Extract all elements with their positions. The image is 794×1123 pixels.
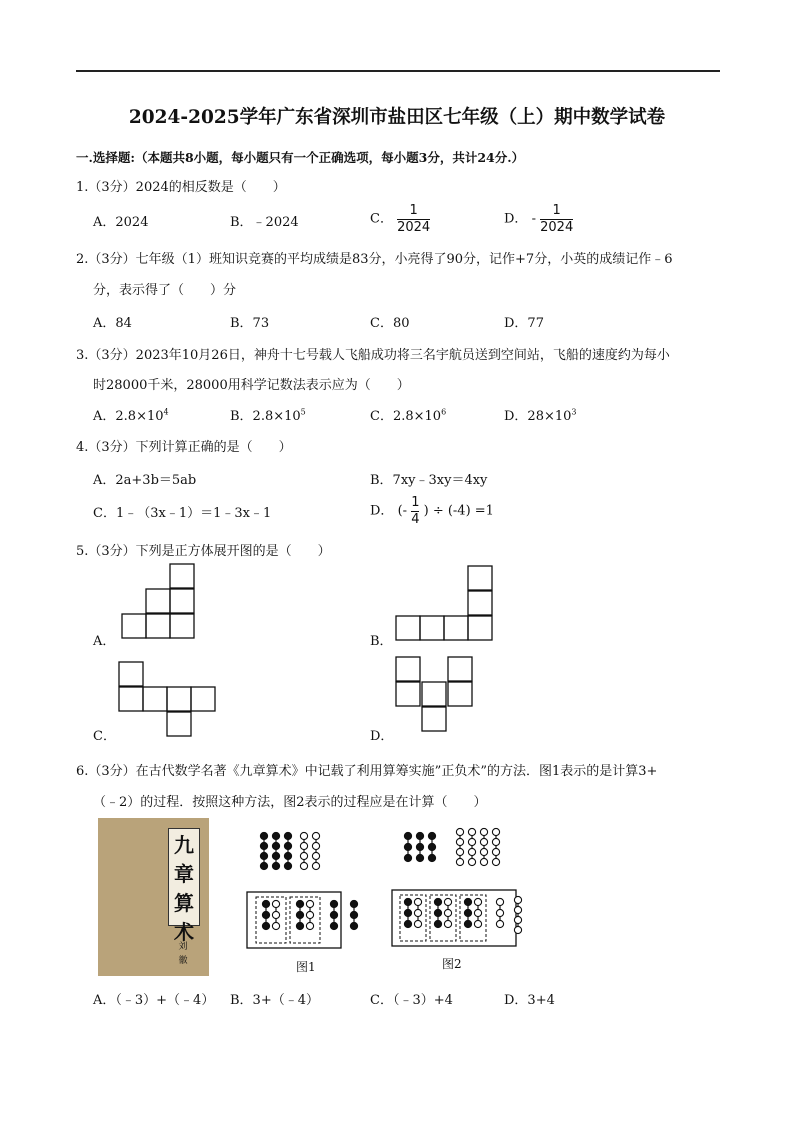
white-bead (312, 832, 319, 839)
q1-option-d-label: D． (504, 211, 528, 227)
white-bead (514, 896, 521, 903)
book-author-char: 刘 (178, 942, 188, 952)
option-text: D．28×10 (504, 409, 572, 424)
q5-option-b-label[interactable]: B． (370, 634, 393, 649)
black-bead (284, 832, 291, 839)
figure-1-caption: 图1 (296, 960, 316, 974)
book-title-char: 章 (174, 862, 194, 886)
black-bead (284, 842, 291, 849)
black-bead (260, 852, 267, 859)
black-bead (296, 922, 303, 929)
black-bead (350, 922, 357, 929)
q6-option-a[interactable]: A．（﹣3）+（﹣4） (93, 993, 215, 1008)
figure-2-caption: 图2 (442, 957, 462, 971)
white-bead (492, 848, 499, 855)
q2-option-a[interactable]: A．84 (93, 316, 132, 331)
expr-post: ) ÷ (-4) =1 (423, 503, 494, 519)
fraction-numerator: 1 (552, 203, 561, 218)
book-title-char: 术 (174, 920, 194, 944)
white-bead (414, 898, 421, 905)
q6-stem-line1: 6.（3分）在古代数学名著《九章算术》中记载了利用算筹实施”正负术”的方法．图1表示的是计算3+ (76, 764, 658, 779)
white-bead (492, 858, 499, 865)
q1-option-a[interactable]: A．2024 (93, 215, 149, 230)
black-bead (404, 909, 411, 916)
q3-stem-line2: 时28000千米，28000用科学记数法表示应为（ ） (93, 378, 410, 393)
black-bead (260, 842, 267, 849)
black-bead (464, 898, 471, 905)
black-bead (272, 852, 279, 859)
white-bead (444, 920, 451, 927)
exponent: 6 (441, 407, 447, 417)
black-bead (262, 900, 269, 907)
black-bead (260, 832, 267, 839)
white-bead (300, 862, 307, 869)
white-bead (480, 828, 487, 835)
book-author-char: 徽 (178, 956, 188, 966)
q2-option-c[interactable]: C．80 (370, 316, 410, 331)
white-bead (514, 906, 521, 913)
q6-option-b[interactable]: B．3+（﹣4） (230, 993, 319, 1008)
black-bead (404, 920, 411, 927)
option-label: D． (370, 503, 394, 519)
white-bead (272, 911, 279, 918)
black-bead (284, 852, 291, 859)
black-bead (296, 911, 303, 918)
white-bead (300, 832, 307, 839)
white-bead (468, 848, 475, 855)
q4-option-c[interactable]: C．1﹣（3x﹣1）＝1﹣3x﹣1 (93, 506, 272, 521)
black-bead (350, 900, 357, 907)
white-bead (456, 848, 463, 855)
black-bead (272, 862, 279, 869)
black-bead (428, 832, 435, 839)
q4-stem: 4.（3分）下列计算正确的是（ ） (76, 440, 292, 455)
black-bead (416, 843, 423, 850)
black-bead (404, 843, 411, 850)
white-bead (312, 842, 319, 849)
q6-stem-line2: （﹣2）的过程．按照这种方法，图2表示的过程应是在计算（ ） (93, 795, 487, 810)
q5-option-d-label[interactable]: D． (370, 729, 394, 744)
option-text: C．2.8×10 (370, 409, 442, 424)
white-bead (456, 858, 463, 865)
q4-option-a[interactable]: A．2a+3b＝5ab (93, 473, 197, 488)
figure-1-dashed-group (256, 897, 286, 943)
black-bead (272, 832, 279, 839)
q4-option-b[interactable]: B．7xy﹣3xy＝4xy (370, 473, 488, 488)
book-title-char: 九 (174, 833, 194, 857)
black-bead (272, 842, 279, 849)
black-bead (404, 898, 411, 905)
q3-stem-line1: 3.（3分）2023年10月26日，神舟十七号载人飞船成功将三名宇航员送到空间站，飞船的速度约为每小 (76, 348, 670, 363)
black-bead (330, 900, 337, 907)
black-bead (464, 909, 471, 916)
black-bead (404, 854, 411, 861)
q6-option-c[interactable]: C．（﹣3）+4 (370, 993, 453, 1008)
white-bead (312, 852, 319, 859)
white-bead (474, 920, 481, 927)
q2-stem-line2: 分，表示得了（ ）分 (93, 283, 237, 298)
white-bead (272, 922, 279, 929)
option-text: A．2.8×10 (93, 409, 164, 424)
figure-2-frame (392, 890, 516, 946)
black-bead (464, 920, 471, 927)
q5-option-a-label[interactable]: A． (93, 634, 116, 649)
white-bead (306, 900, 313, 907)
white-bead (300, 852, 307, 859)
black-bead (428, 854, 435, 861)
black-bead (434, 920, 441, 927)
white-bead (496, 920, 503, 927)
white-bead (444, 898, 451, 905)
white-bead (514, 916, 521, 923)
black-bead (330, 922, 337, 929)
black-bead (416, 832, 423, 839)
white-bead (480, 838, 487, 845)
q1-option-c-label: C． (370, 211, 393, 227)
black-bead (404, 832, 411, 839)
white-bead (468, 838, 475, 845)
option-text: B．2.8×10 (230, 409, 301, 424)
q1-option-d-sign: - (531, 211, 536, 227)
fraction-numerator: 1 (409, 203, 418, 218)
white-bead (414, 920, 421, 927)
q2-option-d[interactable]: D．77 (504, 316, 544, 331)
q2-option-b[interactable]: B．73 (230, 316, 270, 331)
section-heading: 一.选择题:（本题共8小题，每小题只有一个正确选项，每小题3分，共计24分.） (76, 150, 525, 165)
white-bead (456, 838, 463, 845)
black-bead (262, 911, 269, 918)
fraction-denominator: 4 (411, 511, 420, 527)
q1-option-b[interactable]: B．﹣2024 (230, 215, 299, 230)
book-title-char: 算 (174, 891, 194, 915)
black-bead (434, 909, 441, 916)
page-title: 2024-2025学年广东省深圳市盐田区七年级（上）期中数学试卷 (128, 107, 666, 128)
white-bead (480, 858, 487, 865)
exponent: 3 (571, 407, 577, 417)
white-bead (474, 909, 481, 916)
black-bead (330, 911, 337, 918)
white-bead (492, 838, 499, 845)
black-bead (296, 900, 303, 907)
q5-option-c-label[interactable]: C． (93, 729, 116, 744)
fraction-denominator: 2024 (540, 219, 574, 235)
white-bead (492, 828, 499, 835)
black-bead (350, 911, 357, 918)
black-bead (434, 898, 441, 905)
white-bead (496, 898, 503, 905)
black-bead (428, 843, 435, 850)
white-bead (414, 909, 421, 916)
white-bead (474, 898, 481, 905)
q1-stem: 1.（3分）2024的相反数是（ ） (76, 180, 286, 195)
white-bead (444, 909, 451, 916)
black-bead (416, 854, 423, 861)
white-bead (312, 862, 319, 869)
white-bead (514, 926, 521, 933)
expr-pre: (- (397, 503, 408, 519)
figure-1-dashed-group (290, 897, 320, 943)
white-bead (480, 848, 487, 855)
q5-stem: 5.（3分）下列是正方体展开图的是（ ） (76, 544, 331, 559)
white-bead (306, 911, 313, 918)
q2-stem-line1: 2.（3分）七年级（1）班知识竞赛的平均成绩是83分，小亮得了90分，记作+7分，小英的成绩记作﹣6 (76, 252, 673, 267)
fraction-denominator: 2024 (397, 219, 431, 235)
white-bead (468, 828, 475, 835)
white-bead (272, 900, 279, 907)
exponent: 5 (300, 407, 306, 417)
white-bead (496, 909, 503, 916)
white-bead (306, 922, 313, 929)
black-bead (262, 922, 269, 929)
white-bead (456, 828, 463, 835)
figure-1-frame (247, 892, 341, 948)
white-bead (300, 842, 307, 849)
q6-option-d[interactable]: D．3+4 (504, 993, 555, 1008)
fraction-numerator: 1 (411, 495, 420, 510)
white-bead (468, 858, 475, 865)
exponent: 4 (163, 407, 169, 417)
black-bead (260, 862, 267, 869)
black-bead (284, 862, 291, 869)
